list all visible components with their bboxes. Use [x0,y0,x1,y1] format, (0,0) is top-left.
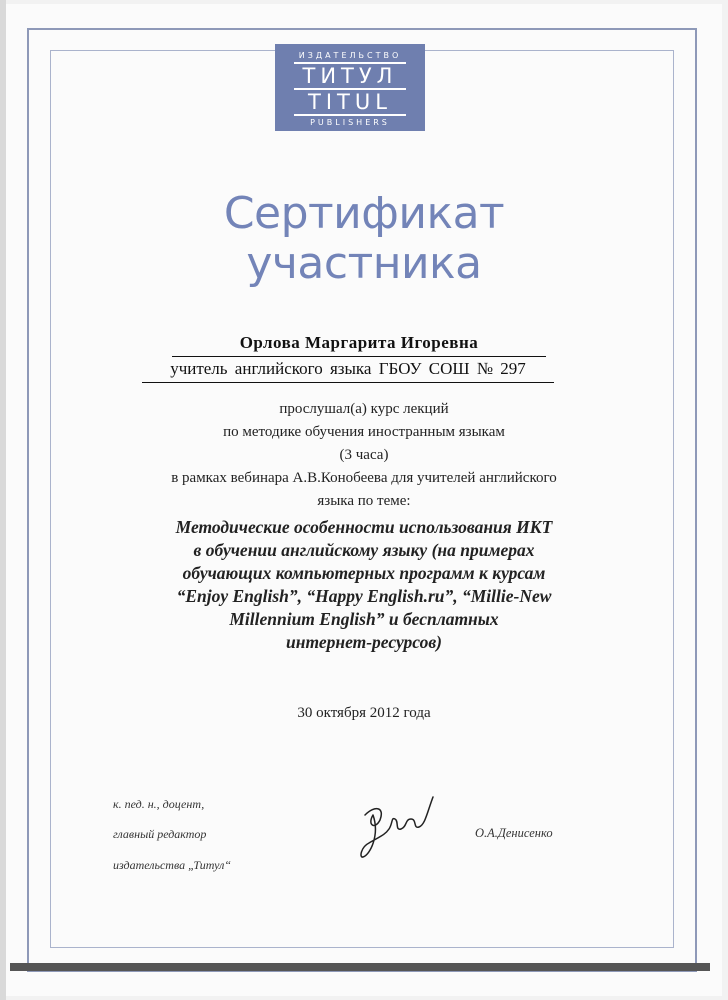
recipient-position-field [142,358,554,380]
titul-logo [275,44,425,131]
logo-name-ru: ТИТУЛ [302,64,398,88]
body-line-5: языка по теме: [317,493,411,509]
course-topic [100,516,628,654]
certificate-title-line1: Сертификат [223,188,505,239]
recipient-position: учитель английского языка ГБОУ СОШ № 297 [170,359,526,378]
body-line-4: в рамках вебинара А.В.Конобеева для учителей английского [171,470,557,486]
topic-line-1: Методические особенности использования ИКТ [175,517,553,537]
position-underline [142,382,554,383]
body-line-3: (3 часа) [339,447,389,463]
signatory-role-line-1: к. пед. н., доцент, [113,797,205,811]
topic-line-6: интернет-ресурсов) [286,632,442,652]
certificate-title-line2: участника [246,238,482,289]
logo-rule [294,114,406,116]
bottom-border-band [10,963,710,971]
recipient-name: Орлова Маргарита Игоревна [239,333,479,352]
topic-line-2: в обучении английскому языку (на примерах [193,540,535,560]
signatory-role-line-3: издательства „Титул“ [113,858,232,872]
topic-line-5: Millennium English” и бесплатных [229,609,499,629]
logo-bottom-text: PUBLISHERS [310,118,390,127]
signatory-name: О.А.Денисенко [475,826,553,840]
name-underline [172,356,546,357]
signatory-role-line-2: главный редактор [113,827,207,841]
handwritten-signature [355,785,440,865]
recipient-name-field [172,332,546,354]
body-line-2: по методике обучения иностранным языкам [223,424,505,440]
certificate-date: 30 октября 2012 года [297,705,431,721]
topic-line-4: “Enjoy English”, “Happy English.ru”, “Millie-New [176,586,552,606]
body-line-1: прослушал(а) курс лекций [279,401,449,417]
topic-line-3: обучающих компьютерных программ к курсам [182,563,546,583]
logo-name-en: TITUL [308,90,392,114]
logo-top-text: ИЗДАТЕЛЬСТВО [298,51,402,60]
